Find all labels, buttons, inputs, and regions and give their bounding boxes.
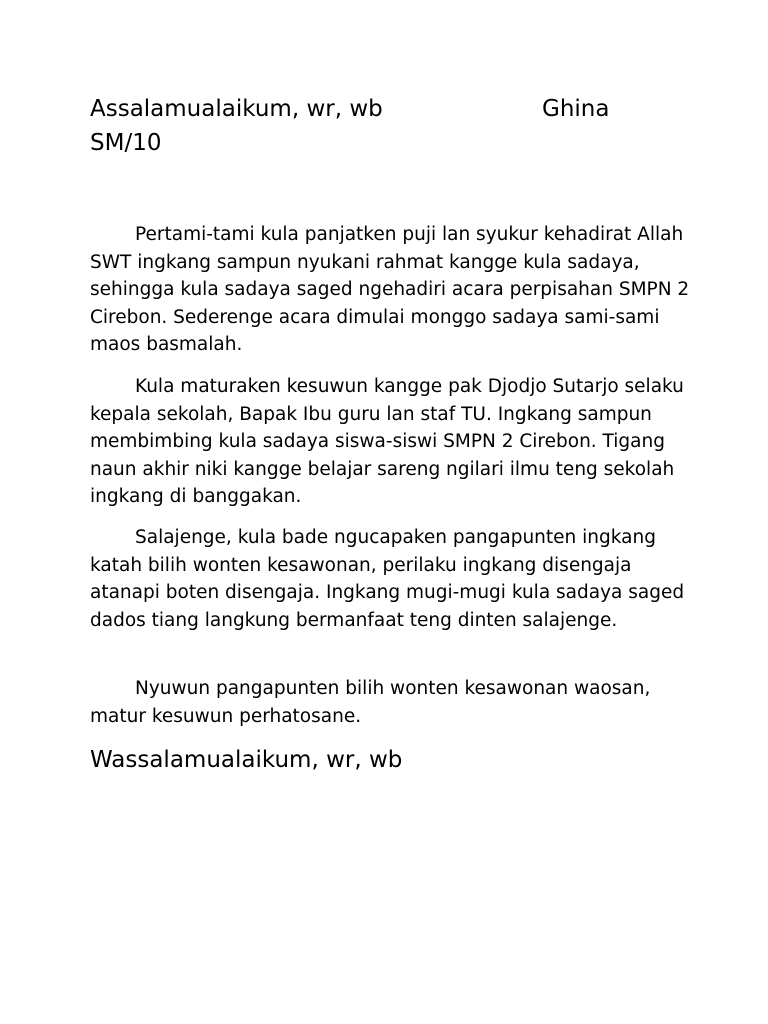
paragraph-apology: Salajenge, kula bade ngucapaken pangapunten ingkang katah bilih wonten kesawonan, perilaku ingkang disengaja atanapi boten disengaja. Ingkang mugi-mugi kula sadaya saged dados tiang langkung bermanfaat teng dinten salajenge. [90,527,685,631]
paragraph-opening: Pertami-tami kula panjatken puji lan syukur kehadirat Allah SWT ingkang sampun nyukani rahmat kangge kula sadaya, sehingga kula sadaya saged ngehadiri acara perpisahan SMPN 2 Cirebon. Sederenge acara dimulai monggo sadaya sami-sami maos basmalah. [90,224,690,356]
paragraph-closing-remarks: Nyuwun pangapunten bilih wonten kesawonan waosan, matur kesuwun perhatosane. [90,678,651,727]
document-page [90,0,690,1024]
author-class: SM/10 [90,130,162,156]
author-name: Ghina [542,96,610,122]
paragraph-thanks: Kula maturaken kesuwun kangge pak Djodjo Sutarjo selaku kepala sekolah, Bapak Ibu guru lan staf TU. Ingkang sampun membimbing kula sadaya siswa-siswi SMPN 2 Cirebon. Tigang naun akhir niki kangge belajar sareng ngilari ilmu teng sekolah ingkang di banggakan. [90,376,684,508]
closing-greeting: Wassalamualaikum, wr, wb [90,747,403,773]
opening-greeting: Assalamualaikum, wr, wb [90,96,383,122]
